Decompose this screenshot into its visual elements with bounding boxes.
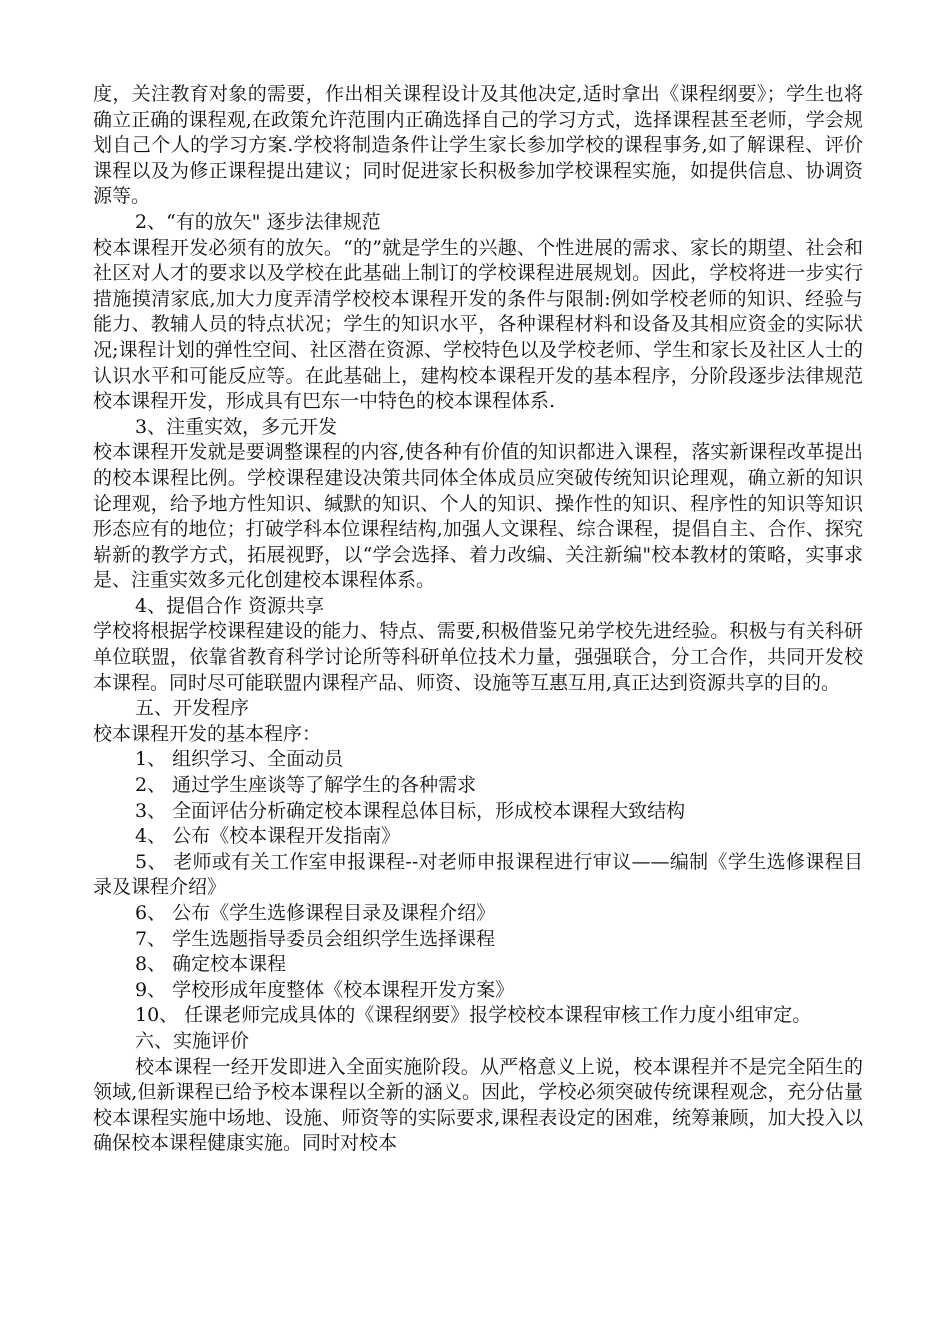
list-item: 4、 公布《校本课程开发指南》	[135, 825, 401, 848]
list-item: 1、 组织学习、全面动员	[135, 748, 344, 771]
section-heading: 五、开发程序	[135, 697, 250, 720]
paragraph: 校本课程开发的基本程序：	[93, 722, 322, 745]
list-item: 8、 确定校本课程	[135, 953, 287, 976]
procedure-list	[93, 747, 863, 1029]
section-heading: 3、注重实效，多元开发	[135, 415, 338, 438]
section-heading: 4、提倡合作 资源共享	[135, 594, 325, 617]
list-item: 7、 学生选题指导委员会组织学生选择课程	[135, 927, 496, 950]
section-heading: 六、实施评价	[135, 1029, 250, 1052]
paragraph: 度，关注教育对象的需要，作出相关课程设计及其他决定,适时拿出《课程纲要》；学生也将确立正确的课程观,在政策允许范围内正确选择自己的学习方式，选择课程甚至老师，学会规划自己个人的学习方案.学校将制造条件让学生家长参加学校的课程事务,如了解课程、评价课程以及为修正课程提出建议；同时促进家长积极参加学校课程实施，如提供信息、协调资源等。	[93, 83, 863, 208]
list-item: 10、 任课老师完成具体的《课程纲要》报学校校本课程审核工作力度小组审定。	[135, 1004, 812, 1027]
paragraph: 校本课程开发就是要调整课程的内容,使各种有价值的知识都进入课程，落实新课程改革提出的校本课程比例。学校课程建设决策共同体全体成员应突破传统知识论理观，确立新的知识论理观，给予地方性知识、缄默的知识、个人的知识、操作性的知识、程序性的知识等知识形态应有的地位；打破学科本位课程结构,加强人文课程、综合课程，提倡自主、合作、探究崭新的教学方式，拓展视野，以“学会选择、着力改编、关注新编"校本教材的策略，实事求是、注重实效多元化创建校本课程体系。	[93, 441, 863, 592]
paragraph: 校本课程一经开发即进入全面实施阶段。从严格意义上说，校本课程并不是完全陌生的领域,但新课程已给予校本课程以全新的涵义。因此，学校必须突破传统课程观念，充分估量校本课程实施中场地、设施、师资等的实际要求,课程表设定的困难，统筹兼顾，加大投入以确保校本课程健康实施。同时对校本	[93, 1055, 863, 1155]
list-item: 9、 学校形成年度整体《校本课程开发方案》	[135, 978, 515, 1001]
list-item: 5、 老师或有关工作室申报课程--对老师申报课程进行审议——编制《学生选修课程目录及课程介绍》	[93, 850, 863, 899]
list-item: 6、 公布《学生选修课程目录及课程介绍》	[135, 902, 496, 924]
section-heading: 2、“有的放矢" 逐步法律规范	[135, 210, 381, 233]
list-item: 2、 通过学生座谈等了解学生的各种需求	[135, 774, 477, 797]
document-page	[93, 82, 863, 1157]
list-item: 3、 全面评估分析确定校本课程总体目标，形成校本课程大致结构	[135, 799, 686, 822]
paragraph: 校本课程开发必须有的放矢。“的”就是学生的兴趣、个性进展的需求、家长的期望、社会和社区对人才的要求以及学校在此基础上制订的学校课程进展规划。因此，学校将进一步实行措施摸清家底,加大力度弄清学校校本课程开发的条件与限制:例如学校老师的知识、经验与能力、教辅人员的特点状况；学生的知识水平，各种课程材料和设备及其相应资金的实际状况;课程计划的弹性空间、社区潜在资源、学校特色以及学校老师、学生和家长及社区人士的认识水平和可能反应等。在此基础上，建构校本课程开发的基本程序，分阶段逐步法律规范校本课程开发，形成具有巴东一中特色的校本课程体系.	[93, 236, 863, 413]
paragraph: 学校将根据学校课程建设的能力、特点、需要,积极借鉴兄弟学校先进经验。积极与有关科研单位联盟，依靠省教育科学讨论所等科研单位技术力量，强强联合，分工合作，共同开发校本课程。同时尽可能联盟内课程产品、师资、设施等互惠互用,真正达到资源共享的目的。	[93, 620, 863, 694]
